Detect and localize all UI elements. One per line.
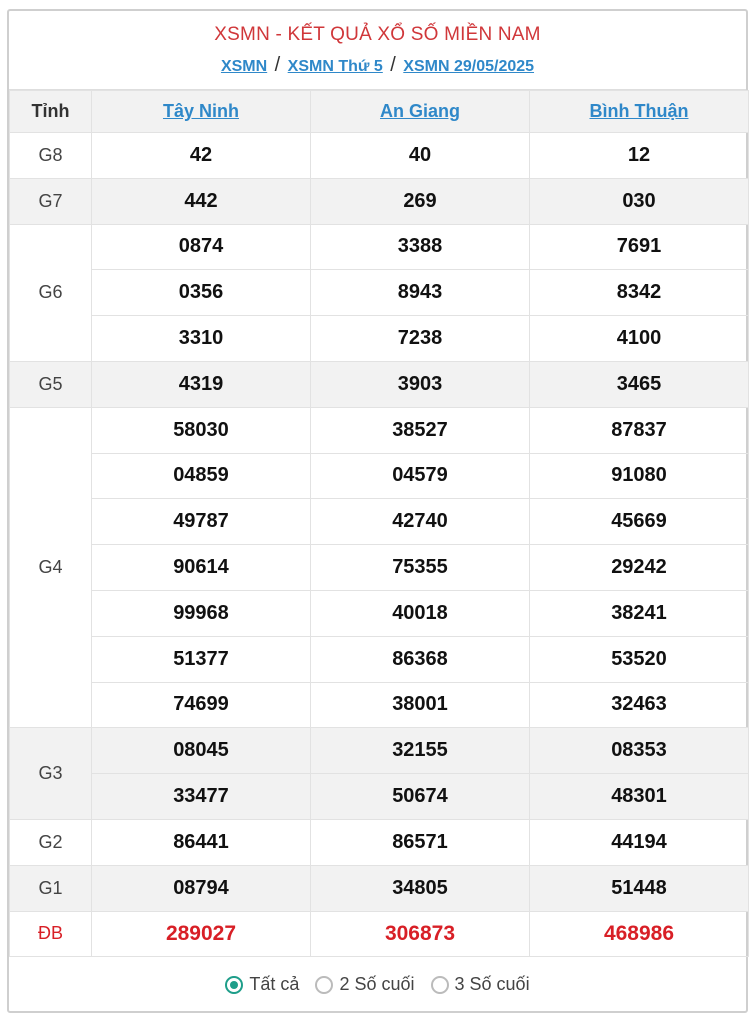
filter-label: 2 Số cuối — [339, 974, 415, 995]
table-row — [10, 911, 749, 957]
radio-icon[interactable] — [315, 976, 333, 994]
result-number: 0356 — [92, 270, 311, 316]
result-number: 8943 — [311, 270, 530, 316]
table-row — [10, 636, 749, 682]
result-number: 38001 — [311, 682, 530, 728]
result-number: 48301 — [530, 774, 749, 820]
result-number: 269 — [311, 178, 530, 224]
result-number: 12 — [530, 133, 749, 179]
result-number: 53520 — [530, 636, 749, 682]
results-table — [9, 90, 749, 957]
result-number: 030 — [530, 178, 749, 224]
result-number: 3310 — [92, 316, 311, 362]
breadcrumb-link-thu5[interactable]: XSMN Thứ 5 — [287, 58, 383, 75]
table-row — [10, 819, 749, 865]
result-number: 08353 — [530, 728, 749, 774]
result-number: 32463 — [530, 682, 749, 728]
result-number: 42 — [92, 133, 311, 179]
result-number: 44194 — [530, 819, 749, 865]
result-number: 3903 — [311, 361, 530, 407]
result-number: 468986 — [530, 911, 749, 957]
result-number: 86368 — [311, 636, 530, 682]
result-number: 40 — [311, 133, 530, 179]
radio-selected-icon[interactable] — [225, 976, 243, 994]
result-number: 38527 — [311, 407, 530, 453]
breadcrumb — [9, 54, 746, 77]
result-number: 86441 — [92, 819, 311, 865]
province-link-an-giang[interactable]: An Giang — [380, 101, 460, 121]
result-number: 90614 — [92, 545, 311, 591]
results-header — [9, 11, 746, 90]
result-number: 7238 — [311, 316, 530, 362]
table-row — [10, 545, 749, 591]
result-number: 87837 — [530, 407, 749, 453]
result-number: 38241 — [530, 590, 749, 636]
result-number: 91080 — [530, 453, 749, 499]
result-number: 4100 — [530, 316, 749, 362]
result-number: 29242 — [530, 545, 749, 591]
result-number: 8342 — [530, 270, 749, 316]
filter-label: 3 Số cuối — [454, 974, 530, 995]
filter-option-2-digits[interactable] — [315, 974, 414, 995]
table-row — [10, 774, 749, 820]
result-number: 306873 — [311, 911, 530, 957]
result-number: 34805 — [311, 865, 530, 911]
table-row — [10, 178, 749, 224]
result-number: 42740 — [311, 499, 530, 545]
prize-label: G1 — [10, 865, 92, 911]
breadcrumb-separator: / — [274, 54, 281, 76]
results-body — [10, 133, 749, 957]
province-column-header: Tỉnh — [10, 91, 92, 133]
result-number: 442 — [92, 178, 311, 224]
table-row — [10, 453, 749, 499]
result-number: 49787 — [92, 499, 311, 545]
table-row — [10, 865, 749, 911]
table-row — [10, 133, 749, 179]
digit-filter — [9, 957, 746, 1012]
result-number: 51377 — [92, 636, 311, 682]
table-row — [10, 361, 749, 407]
result-number: 86571 — [311, 819, 530, 865]
table-row — [10, 224, 749, 270]
result-number: 45669 — [530, 499, 749, 545]
result-number: 74699 — [92, 682, 311, 728]
prize-label: G3 — [10, 728, 92, 820]
result-number: 58030 — [92, 407, 311, 453]
prize-label: G7 — [10, 178, 92, 224]
result-number: 7691 — [530, 224, 749, 270]
table-row — [10, 590, 749, 636]
breadcrumb-separator: / — [390, 54, 396, 76]
prize-label: G5 — [10, 361, 92, 407]
result-number: 08794 — [92, 865, 311, 911]
result-number: 40018 — [311, 590, 530, 636]
filter-option-3-digits[interactable] — [431, 974, 530, 995]
prize-label: G8 — [10, 133, 92, 179]
result-number: 33477 — [92, 774, 311, 820]
table-row — [10, 316, 749, 362]
result-number: 3388 — [311, 224, 530, 270]
prize-label: ĐB — [10, 911, 92, 957]
result-number: 08045 — [92, 728, 311, 774]
result-number: 04859 — [92, 453, 311, 499]
result-number: 32155 — [311, 728, 530, 774]
table-row — [10, 270, 749, 316]
prize-label: G4 — [10, 407, 92, 728]
result-number: 50674 — [311, 774, 530, 820]
result-number: 3465 — [530, 361, 749, 407]
province-link-binh-thuan[interactable]: Bình Thuận — [589, 101, 689, 121]
prize-label: G6 — [10, 224, 92, 361]
result-number: 4319 — [92, 361, 311, 407]
result-number: 04579 — [311, 453, 530, 499]
results-card — [7, 9, 748, 1013]
table-row — [10, 407, 749, 453]
result-number: 0874 — [92, 224, 311, 270]
result-number: 289027 — [92, 911, 311, 957]
filter-label: Tất cả — [249, 974, 300, 995]
result-number: 75355 — [311, 545, 530, 591]
filter-option-all[interactable] — [225, 974, 299, 995]
result-number: 51448 — [530, 865, 749, 911]
table-row — [10, 728, 749, 774]
result-number: 99968 — [92, 590, 311, 636]
table-row — [10, 682, 749, 728]
prize-label: G2 — [10, 819, 92, 865]
page-title: XSMN - KẾT QUẢ XỔ SỐ MIỀN NAM — [214, 24, 541, 45]
breadcrumb-link-date[interactable]: XSMN 29/05/2025 — [403, 58, 535, 75]
province-link-tay-ninh[interactable]: Tây Ninh — [162, 101, 239, 121]
breadcrumb-link-xsmn[interactable]: XSMN — [220, 58, 268, 75]
table-row — [10, 499, 749, 545]
radio-icon[interactable] — [431, 976, 449, 994]
